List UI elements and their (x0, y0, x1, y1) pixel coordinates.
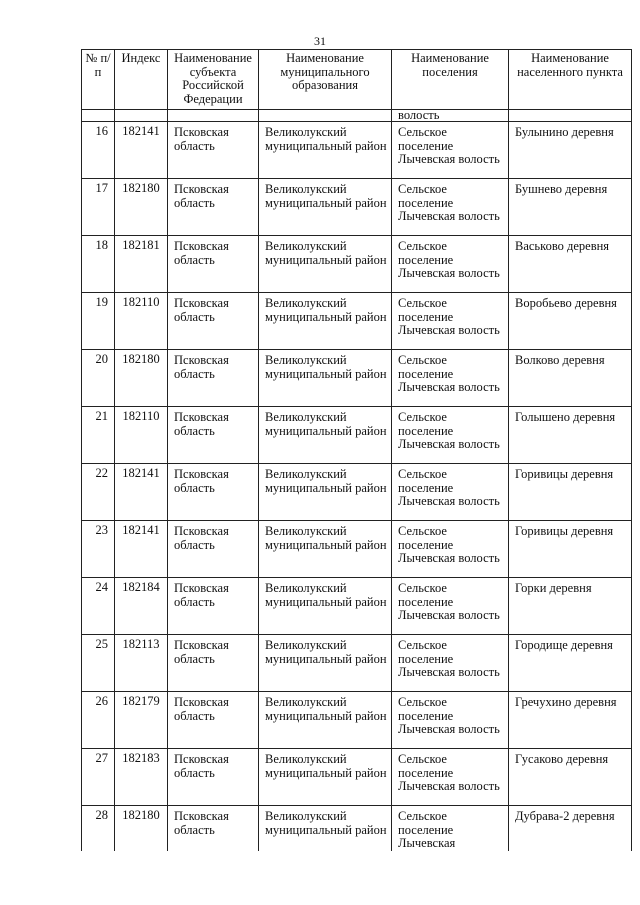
settlement-cell: Сельское поселение Лычевская (392, 806, 509, 851)
settlement-cell: Сельское поселение Лычевская волость (392, 464, 509, 521)
table-cell (168, 110, 259, 122)
table-row (82, 635, 632, 692)
subject-cell: Псковская область (168, 236, 259, 293)
settlement-cell: Сельское поселение Лычевская волость (392, 293, 509, 350)
table-row (82, 464, 632, 521)
locality-cell: Горки деревня (509, 578, 632, 635)
municipality-cell: Великолукский муниципальный район (259, 464, 392, 521)
subject-cell: Псковская область (168, 293, 259, 350)
municipality-cell: Великолукский муниципальный район (259, 122, 392, 179)
locality-cell: Васьково деревня (509, 236, 632, 293)
subject-cell: Псковская область (168, 464, 259, 521)
header-subject: Наименование субъекта Российской Федерации (168, 50, 259, 110)
table-row (82, 578, 632, 635)
settlement-cell: Сельское поселение Лычевская волость (392, 407, 509, 464)
municipality-cell: Великолукский муниципальный район (259, 692, 392, 749)
locality-cell: Гусаково деревня (509, 749, 632, 806)
table-row (82, 749, 632, 806)
row-number-cell: 22 (82, 464, 115, 521)
table-row (82, 407, 632, 464)
table-body (82, 110, 632, 851)
settlement-cell: Сельское поселение Лычевская волость (392, 236, 509, 293)
locality-cell: Воробьево деревня (509, 293, 632, 350)
table-header (82, 50, 632, 110)
locality-cell: Гречухино деревня (509, 692, 632, 749)
header-settlement: Наименование поселения (392, 50, 509, 110)
settlement-cell: Сельское поселение Лычевская волость (392, 122, 509, 179)
municipality-cell: Великолукский муниципальный район (259, 806, 392, 851)
row-number-cell: 18 (82, 236, 115, 293)
subject-cell: Псковская область (168, 749, 259, 806)
postal-index-cell: 182141 (115, 464, 168, 521)
header-index: Индекс (115, 50, 168, 110)
continued-row (82, 110, 632, 122)
row-number-cell: 19 (82, 293, 115, 350)
postal-index-cell: 182181 (115, 236, 168, 293)
municipality-cell: Великолукский муниципальный район (259, 578, 392, 635)
postal-index-cell: 182183 (115, 749, 168, 806)
row-number-cell: 16 (82, 122, 115, 179)
subject-cell: Псковская область (168, 350, 259, 407)
subject-cell: Псковская область (168, 179, 259, 236)
subject-cell: Псковская область (168, 635, 259, 692)
postal-index-cell: 182179 (115, 692, 168, 749)
locality-cell: Дубрава-2 деревня (509, 806, 632, 851)
table-row (82, 692, 632, 749)
settlement-cell: Сельское поселение Лычевская волость (392, 578, 509, 635)
subject-cell: Псковская область (168, 521, 259, 578)
municipality-cell: Великолукский муниципальный район (259, 179, 392, 236)
table-cell (509, 110, 632, 122)
table-row (82, 521, 632, 578)
postal-index-cell: 182184 (115, 578, 168, 635)
header-number: № п/п (82, 50, 115, 110)
row-number-cell: 21 (82, 407, 115, 464)
municipality-cell: Великолукский муниципальный район (259, 350, 392, 407)
postal-index-cell: 182180 (115, 806, 168, 851)
row-number-cell: 26 (82, 692, 115, 749)
subject-cell: Псковская область (168, 692, 259, 749)
subject-cell: Псковская область (168, 122, 259, 179)
row-number-cell: 23 (82, 521, 115, 578)
municipality-cell: Великолукский муниципальный район (259, 749, 392, 806)
municipality-cell: Великолукский муниципальный район (259, 407, 392, 464)
postal-index-cell: 182110 (115, 407, 168, 464)
postal-index-cell: 182141 (115, 122, 168, 179)
settlement-cell: Сельское поселение Лычевская волость (392, 350, 509, 407)
table-cell (259, 110, 392, 122)
table-cell (115, 110, 168, 122)
municipality-cell: Великолукский муниципальный район (259, 635, 392, 692)
settlement-cell: Сельское поселение Лычевская волость (392, 635, 509, 692)
row-number-cell: 25 (82, 635, 115, 692)
row-number-cell: 17 (82, 179, 115, 236)
page-number: 31 (314, 34, 326, 48)
row-number-cell: 27 (82, 749, 115, 806)
settlement-cell: Сельское поселение Лычевская волость (392, 692, 509, 749)
table-cell (82, 110, 115, 122)
header-municipality: Наименование муниципального образования (259, 50, 392, 110)
postal-index-cell: 182180 (115, 350, 168, 407)
locality-cell: Голышено деревня (509, 407, 632, 464)
locality-cell: Волково деревня (509, 350, 632, 407)
settlement-cell: Сельское поселение Лычевская волость (392, 179, 509, 236)
postal-index-cell: 182141 (115, 521, 168, 578)
continued-settlement-cell: волость (392, 110, 509, 122)
locality-cell: Горивицы деревня (509, 521, 632, 578)
row-number-cell: 28 (82, 806, 115, 851)
locality-cell: Городище деревня (509, 635, 632, 692)
settlement-cell: Сельское поселение Лычевская волость (392, 521, 509, 578)
locality-cell: Бушнево деревня (509, 179, 632, 236)
table-row (82, 806, 632, 851)
settlements-table (81, 49, 632, 851)
table-row (82, 350, 632, 407)
postal-index-cell: 182110 (115, 293, 168, 350)
postal-index-cell: 182180 (115, 179, 168, 236)
municipality-cell: Великолукский муниципальный район (259, 236, 392, 293)
subject-cell: Псковская область (168, 578, 259, 635)
row-number-cell: 24 (82, 578, 115, 635)
table-row (82, 122, 632, 179)
locality-cell: Булынино деревня (509, 122, 632, 179)
table-row (82, 293, 632, 350)
row-number-cell: 20 (82, 350, 115, 407)
table-row (82, 179, 632, 236)
subject-cell: Псковская область (168, 407, 259, 464)
header-locality: Наименование населенного пункта (509, 50, 632, 110)
municipality-cell: Великолукский муниципальный район (259, 293, 392, 350)
table-row (82, 236, 632, 293)
postal-index-cell: 182113 (115, 635, 168, 692)
settlement-cell: Сельское поселение Лычевская волость (392, 749, 509, 806)
subject-cell: Псковская область (168, 806, 259, 851)
locality-cell: Горивицы деревня (509, 464, 632, 521)
municipality-cell: Великолукский муниципальный район (259, 521, 392, 578)
